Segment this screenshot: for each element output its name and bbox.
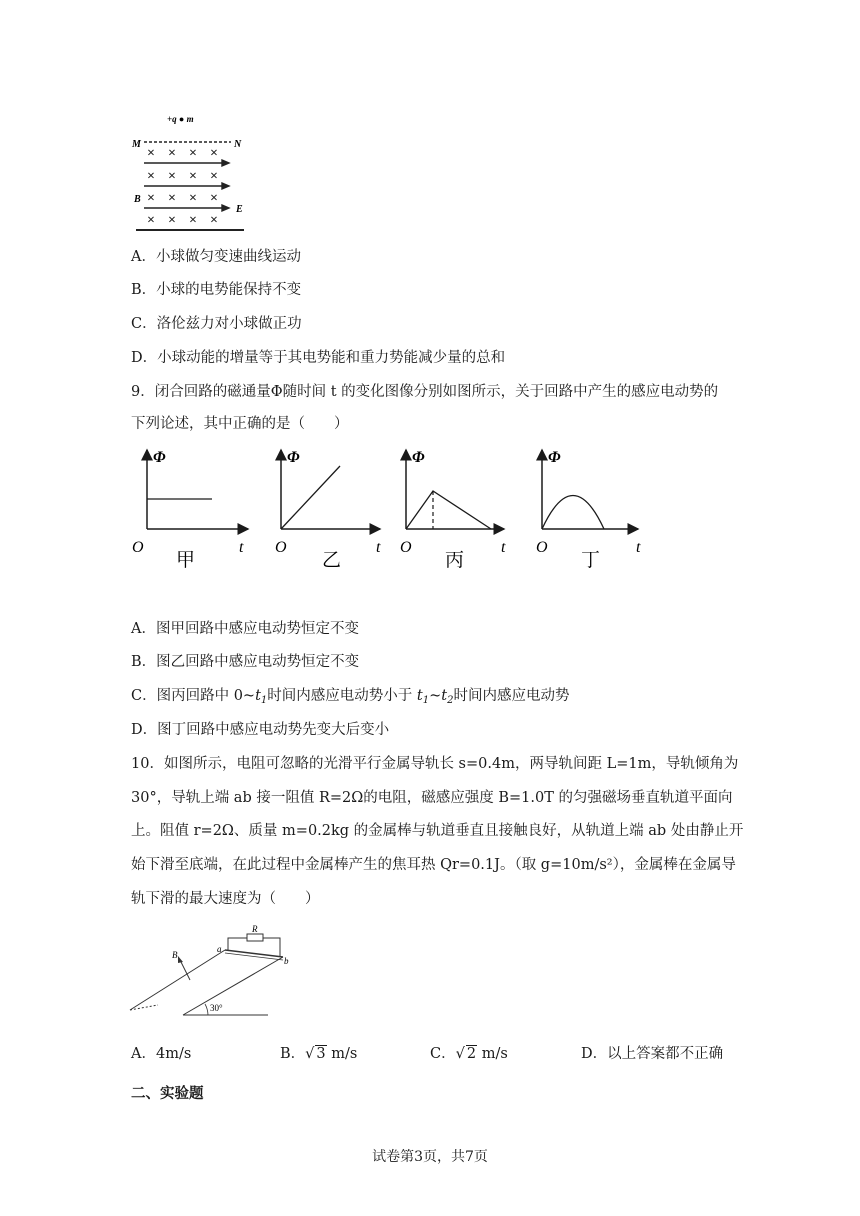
svg-text:t: t: [239, 539, 244, 556]
label-R: R: [252, 924, 258, 934]
graph-bing: [400, 449, 506, 571]
svg-text:×: ×: [210, 169, 218, 184]
svg-text:Φ: Φ: [287, 449, 300, 466]
svg-text:×: ×: [147, 213, 155, 228]
svg-text:×: ×: [210, 146, 218, 161]
q10-option-c: C．√ 2 m/s: [430, 1046, 508, 1062]
svg-text:×: ×: [210, 213, 218, 228]
sqrt-symbol: √ 2: [455, 1046, 477, 1062]
svg-text:×: ×: [168, 191, 176, 206]
graph-yi: [275, 449, 381, 571]
svg-text:O: O: [536, 539, 548, 556]
label-b: b: [284, 956, 289, 966]
sqrt-symbol: √ 3: [305, 1046, 326, 1062]
label-B: B: [134, 194, 141, 205]
q8-option-b: B．小球的电势能保持不变: [131, 282, 302, 298]
cross-grid: [147, 146, 218, 228]
q9-option-c: C．图丙回路中 $0\sim t_1$时间内感应电动势小于 $t_1\sim t_2$时间内感应电动势: [131, 688, 570, 706]
q9-stem-line2: 下列论述，其中正确的是（ ）: [131, 416, 349, 432]
caption-yi: 乙: [322, 550, 342, 571]
angle-label: 30°: [210, 1003, 223, 1013]
svg-text:t: t: [501, 539, 506, 556]
svg-text:O: O: [400, 539, 412, 556]
q9-graphs: [128, 442, 658, 582]
resistor: [247, 934, 263, 941]
svg-text:×: ×: [189, 213, 197, 228]
q10-option-a: A．4m/s: [131, 1046, 192, 1062]
q8-option-a: A．小球做匀变速曲线运动: [131, 249, 301, 265]
q10-stem-line1: 10．如图所示，电阻可忽略的光滑平行金属导轨长 s=0.4m，两导轨间距 L=1m，导轨倾角为: [131, 756, 739, 772]
q10-stem-line3: 上。阻值 r=2Ω、质量 m=0.2kg 的金属棒与轨道垂直且接触良好，从轨道上端 ab 处由静止开: [131, 823, 744, 839]
svg-text:Φ: Φ: [548, 449, 561, 466]
svg-text:×: ×: [189, 191, 197, 206]
svg-text:Φ: Φ: [412, 449, 425, 466]
svg-text:×: ×: [147, 146, 155, 161]
label-M: M: [132, 139, 141, 150]
section-heading: 二、实验题: [131, 1086, 204, 1102]
flux-line-linear: [281, 466, 340, 529]
q10-rail-figure: [128, 922, 313, 1022]
q9-option-a: A．图甲回路中感应电动势恒定不变: [131, 621, 359, 637]
q10-stem-line2: 30°，导轨上端 ab 接一阻值 R=2Ω的电阻，磁感应强度 B=1.0T 的匀强磁场垂直轨道平面向: [131, 790, 733, 806]
svg-text:t: t: [636, 539, 641, 556]
svg-text:×: ×: [147, 169, 155, 184]
label-E: E: [236, 204, 243, 215]
q9-option-b: B．图乙回路中感应电动势恒定不变: [131, 654, 360, 670]
flux-line-arc: [542, 496, 604, 530]
q10-stem-line4: 始下滑至底端，在此过程中金属棒产生的焦耳热 Qr=0.1J。（取 g=10m/s²），金属棒在金属导: [131, 857, 736, 873]
ball-label: +q ● m: [167, 114, 194, 124]
caption-jia: 甲: [176, 550, 196, 571]
caption-ding: 丁: [581, 550, 601, 571]
q8-option-d: D．小球动能的增量等于其电势能和重力势能减少量的总和: [131, 350, 506, 366]
q9-stem-line1: 9．闭合回路的磁通量Φ随时间 t 的变化图像分别如图所示，关于回路中产生的感应电动势的: [131, 384, 719, 400]
svg-text:×: ×: [147, 191, 155, 206]
svg-text:t: t: [376, 539, 381, 556]
label-N: N: [234, 139, 242, 150]
page-footer: 试卷第3页，共7页: [372, 1149, 488, 1165]
q10-option-b: B．√ 3 m/s: [280, 1046, 358, 1062]
q10-option-d: D．以上答案都不正确: [581, 1046, 724, 1062]
svg-text:Φ: Φ: [153, 449, 166, 466]
q9-option-d: D．图丁回路中感应电动势先变大后变小: [131, 722, 390, 738]
graph-jia: [132, 449, 248, 571]
svg-text:O: O: [275, 539, 287, 556]
q8-option-c: C．洛伦兹力对小球做正功: [131, 316, 302, 332]
svg-text:×: ×: [168, 213, 176, 228]
svg-text:×: ×: [168, 169, 176, 184]
graph-ding: [536, 449, 641, 571]
svg-text:×: ×: [189, 169, 197, 184]
caption-bing: 丙: [445, 550, 465, 571]
svg-text:×: ×: [189, 146, 197, 161]
q8-field-figure: [130, 108, 260, 233]
svg-text:×: ×: [210, 191, 218, 206]
svg-text:×: ×: [168, 146, 176, 161]
label-a: a: [217, 944, 222, 954]
label-B-field: B: [172, 950, 178, 960]
q10-stem-line5: 轨下滑的最大速度为（ ）: [131, 891, 320, 907]
flux-line-triangle: [406, 491, 491, 529]
svg-text:O: O: [132, 539, 144, 556]
